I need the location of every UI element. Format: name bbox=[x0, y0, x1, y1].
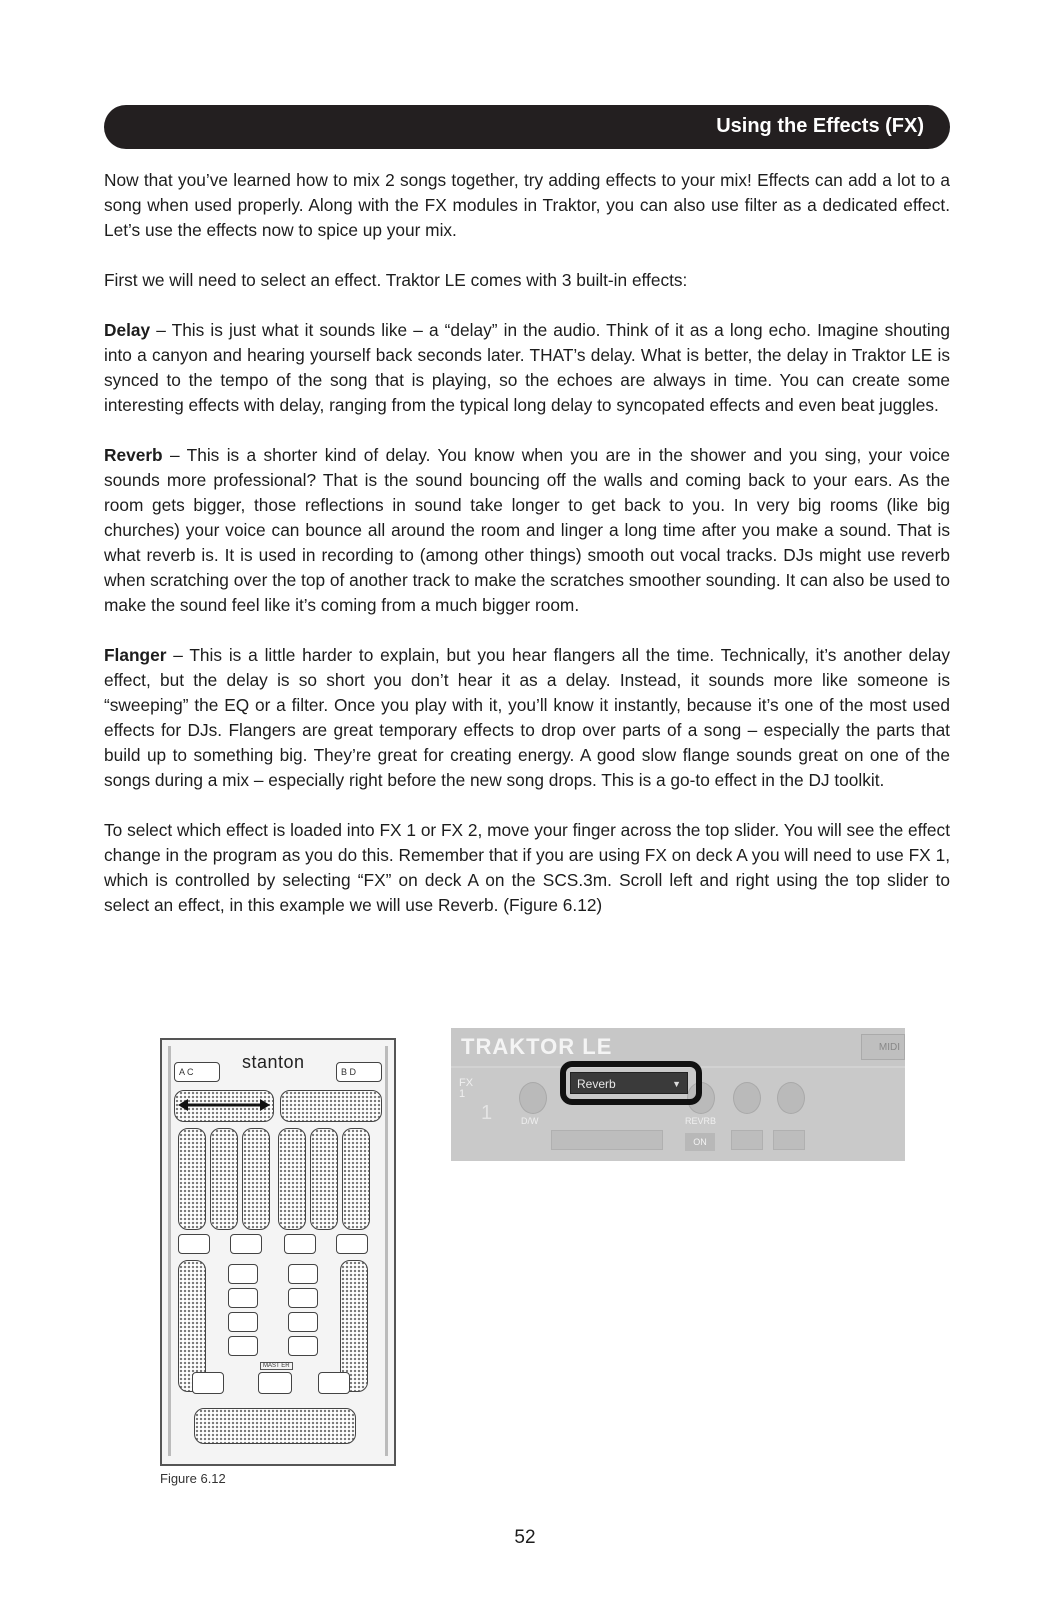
headphone-left-button bbox=[192, 1372, 224, 1394]
controller-illustration bbox=[160, 1038, 396, 1466]
headphone-right-button bbox=[318, 1372, 350, 1394]
controller-button-3 bbox=[284, 1234, 316, 1254]
fader-2 bbox=[210, 1128, 238, 1230]
figure-caption: Figure 6.12 bbox=[160, 1471, 226, 1486]
crossfader-strip bbox=[194, 1408, 356, 1444]
controller-button-4 bbox=[336, 1234, 368, 1254]
pad-r2 bbox=[288, 1288, 318, 1308]
select-paragraph: First we will need to select an effect. Traktor LE comes with 3 built-in effects: bbox=[104, 270, 688, 290]
traktor-logo: TRAKTOR LE bbox=[461, 1034, 613, 1059]
stanton-logo: stanton bbox=[242, 1052, 305, 1072]
pad-l1 bbox=[228, 1264, 258, 1284]
param-button-2 bbox=[731, 1130, 763, 1150]
delay-paragraph bbox=[104, 318, 950, 418]
deck-bd-button: B D bbox=[336, 1062, 382, 1082]
dry-wet-label: D/W bbox=[521, 1116, 539, 1126]
fader-4 bbox=[278, 1128, 306, 1230]
midi-indicator: MIDI bbox=[861, 1034, 905, 1060]
param-knob-3 bbox=[777, 1082, 805, 1114]
traktor-screenshot bbox=[451, 1028, 905, 1161]
fader-5 bbox=[310, 1128, 338, 1230]
fader-6 bbox=[342, 1128, 370, 1230]
instructions-paragraph: To select which effect is loaded into FX 1 or FX 2, move your finger across the top slider. You will see the effect change in the program as you do this. Remember that if you are using FX on deck A you will need to use FX 1, which is controlled by selecting “FX” on deck A on the SCS.3m. Scroll left and right using the top slider to select an effect, in this example we will use Reverb. (Figure 6.12) bbox=[104, 820, 950, 915]
pad-l4 bbox=[228, 1336, 258, 1356]
pad-r3 bbox=[288, 1312, 318, 1332]
param-button-3 bbox=[773, 1130, 805, 1150]
effect-dropdown-value: Reverb bbox=[577, 1077, 616, 1091]
flanger-term: Flanger bbox=[104, 645, 167, 665]
fx-label-sub: 1 bbox=[459, 1088, 466, 1100]
pad-l3 bbox=[228, 1312, 258, 1332]
flanger-paragraph bbox=[104, 643, 950, 793]
reverb-text: – This is a shorter kind of delay. You know when you are in the shower and you sing, your voice sounds more professional? That is the sound bouncing off the walls and coming back to your ears. As the room gets bigger, those reflections in sound take longer to get back to you. In very big rooms (like big churches) your voice can bounce all around the room and linger a long time after you make a sound. That is what reverb is. It is used in recording to (among other things) smooth out vocal tracks. DJs might use reverb when scratching over the top of another track to make the scratches smoother sounding. It can also be used to make the sound feel like it’s coming from a much bigger room. bbox=[104, 445, 950, 615]
dropdown-highlight bbox=[560, 1061, 702, 1105]
fader-1 bbox=[178, 1128, 206, 1230]
page-number: 52 bbox=[514, 1527, 536, 1548]
controller-button-2 bbox=[230, 1234, 262, 1254]
reverb-paragraph bbox=[104, 443, 950, 618]
reverb-term: Reverb bbox=[104, 445, 163, 465]
dropdown-arrow-icon: ▼ bbox=[672, 1079, 681, 1089]
on-button: ON bbox=[685, 1133, 715, 1151]
delay-text: – This is just what it sounds like – a “delay” in the audio. Think of it as a long echo. Imagine shouting into a canyon and hearing yourself back seconds later. THAT’s delay. What is better, the delay in Traktor LE is synced to the tempo of the song that is playing, so the echoes are always in time. You can create some interesting effects with delay, ranging from the typical long delay to syncopated effects and even beat juggles. bbox=[104, 320, 950, 415]
master-button bbox=[258, 1372, 292, 1394]
pad-r4 bbox=[288, 1336, 318, 1356]
controller-button-1 bbox=[178, 1234, 210, 1254]
section-title: Using the Effects (FX) bbox=[716, 115, 924, 137]
deck-ac-button: A C bbox=[174, 1062, 220, 1082]
revrb-label: REVRB bbox=[685, 1116, 717, 1126]
flanger-text: – This is a little harder to explain, but you hear flangers all the time. Technically, it’s another delay effect, but the delay is so short you don’t hear it as a delay. Instead, it sounds more like someone is “sweeping” the EQ or a filter. Once you play with it, you’ll know it instantly, because it’s one of the most used effects for DJs. Flangers are great temporary effects to drop over parts of a song – especially the parts that build up to something big. They’re great for creating energy. A good slow flange sounds great on one of the songs during a mix – especially right before the new song drops. This is a go-to effect in the DJ toolkit. bbox=[104, 645, 950, 790]
body-text bbox=[104, 168, 950, 943]
double-arrow-icon bbox=[178, 1098, 270, 1112]
fx-label bbox=[459, 1078, 473, 1100]
fx-label-text: FX bbox=[459, 1077, 474, 1089]
param-knob-2 bbox=[733, 1082, 761, 1114]
intro-paragraph: Now that you’ve learned how to mix 2 songs together, try adding effects to your mix! Effects can add a lot to a song when used properly. Along with the FX modules in Traktor, you can also use filter as a dedicated effect. Let’s use the effects now to spice up your mix. bbox=[104, 170, 950, 240]
controller-side-right bbox=[385, 1046, 388, 1456]
pad-l2 bbox=[228, 1288, 258, 1308]
controller-side-left bbox=[168, 1046, 171, 1456]
dry-wet-knob bbox=[519, 1082, 547, 1114]
fader-3 bbox=[242, 1128, 270, 1230]
top-slider-right bbox=[280, 1090, 382, 1122]
pad-r1 bbox=[288, 1264, 318, 1284]
master-label: MAST ER bbox=[260, 1362, 293, 1370]
secondary-dropdown bbox=[551, 1130, 663, 1150]
fx-number: 1 bbox=[481, 1102, 493, 1124]
delay-term: Delay bbox=[104, 320, 151, 340]
section-header bbox=[104, 105, 950, 149]
